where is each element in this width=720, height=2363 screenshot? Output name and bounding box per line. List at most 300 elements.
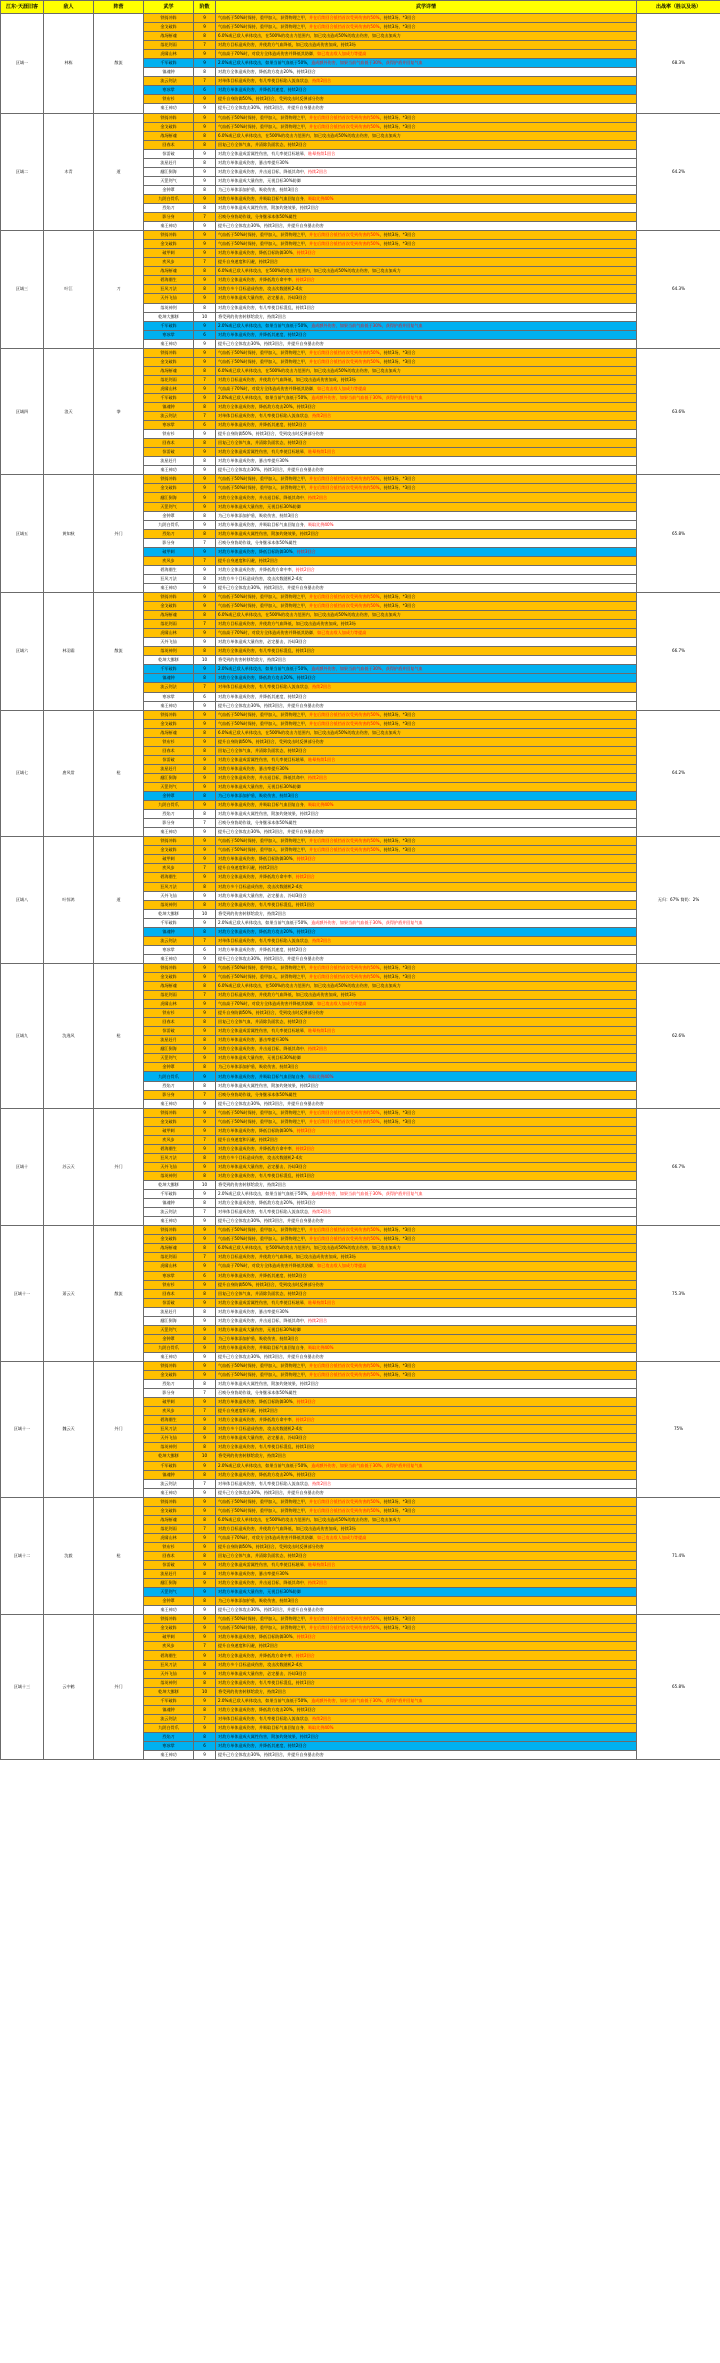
detail-text: 提升己方全体攻击30%，持续3回合，并提升自身暴击伤害: [218, 584, 324, 590]
skill-tier: 9: [194, 1633, 216, 1642]
skill-name: 九阴白骨爪: [144, 520, 194, 529]
detail-tail: ，持续1回合: [291, 901, 315, 907]
camp-cell: 道: [94, 113, 144, 231]
skill-detail: [216, 782, 637, 791]
detail-highlight: ，持续2回合: [291, 1652, 315, 1658]
skill-tier: 9: [194, 1045, 216, 1054]
skill-tier: 9: [194, 1009, 216, 1018]
skill-name: 铁骑冲阵: [144, 475, 194, 484]
skill-detail: [216, 1524, 637, 1533]
detail-text: 对敌方全体造成伤害，有几率使目标混乱: [218, 1173, 292, 1179]
skill-tier: 7: [194, 412, 216, 421]
detail-highlight: 并在后续回合抵挡首次受到伤害的50%: [308, 847, 380, 853]
win-rate-cell: 64.3%: [637, 231, 720, 349]
skill-tier: 9: [194, 339, 216, 348]
detail-text: 回复己方全体气血，并清除负面状态: [218, 747, 284, 753]
detail-highlight: 造成额外伤害，如果当前气血低于30%，获得护盾并回复气血: [311, 919, 423, 925]
skill-detail: [216, 1126, 637, 1135]
detail-text: 气血低于50%时保持，重甲加入，获得物理之甲，: [218, 1372, 309, 1378]
skill-name: 金钟罩: [144, 1334, 194, 1343]
detail-text: 对敌方多个目标造成伤害，攻击次数随机2-4次: [218, 286, 303, 292]
skill-name: 天外飞仙: [144, 638, 194, 647]
skill-name: 秦王神功: [144, 828, 194, 837]
detail-text: 2.0%或已敌人单体攻击，如果当前气血低于50%，: [218, 666, 312, 672]
detail-highlight: 造成额外伤害，如果当前气血低于30%，获得护盾并回复气血: [311, 1191, 423, 1197]
detail-highlight: 造成额外伤害，如果当前气血低于30%，获得护盾并回复气血: [311, 394, 423, 400]
skill-tier: 9: [194, 1027, 216, 1036]
detail-text: 对敌方单体造成火属性伤害，附加灼烧效果: [218, 811, 296, 817]
skill-name: 落花剑雨: [144, 1524, 194, 1533]
skill-detail: [216, 267, 637, 276]
detail-tail: ，持续2回合: [295, 1381, 319, 1387]
detail-highlight: ，持续2回合: [291, 277, 315, 283]
stage-cell: 区域五: [1, 475, 44, 593]
detail-tail: ，持续3场，*3回合: [379, 603, 416, 609]
detail-text: 提升己方全体攻击30%，持续3回合，并提升自身暴击伤害: [218, 1218, 324, 1224]
detail-highlight: ，持续2回合: [308, 684, 332, 690]
detail-text: 提升己方全体攻击30%，持续3回合，并提升自身暴击伤害: [218, 702, 324, 708]
detail-tail: ，冷却3回合: [283, 1435, 307, 1441]
detail-tail: ，持续3场，*3回合: [379, 114, 416, 120]
skill-name: 秦王神功: [144, 701, 194, 710]
detail-text: 2.0%或已敌人单体攻击，如果当前气血低于50%，: [218, 322, 312, 328]
detail-text: 气血低于50%时保持，重甲加入，获得物理之甲，: [218, 720, 309, 726]
skill-name: 天罡剑气: [144, 1054, 194, 1063]
skill-name: 寒冰掌: [144, 421, 194, 430]
skill-name: 虎啸山林: [144, 384, 194, 393]
detail-text: 将受到的伤害转移给敌方，持续2回合: [218, 1453, 287, 1459]
skill-tier: 7: [194, 819, 216, 828]
skill-tier: 9: [194, 963, 216, 972]
detail-text: 将受到的伤害转移给敌方，持续2回合: [218, 313, 287, 319]
skill-name: 烈焰刀: [144, 203, 194, 212]
skill-detail: [216, 249, 637, 258]
skill-detail: [216, 909, 637, 918]
detail-text: 气血低于50%时保持，重甲加入，获得物理之甲，: [218, 1507, 309, 1513]
detail-text: 提升己方全体攻击30%，持续3回合，并提升自身暴击伤害: [218, 340, 324, 346]
skill-name: 秦王神功: [144, 583, 194, 592]
detail-highlight: 并在后续回合抵挡首次受到伤害的50%: [308, 15, 380, 21]
skill-tier: 7: [194, 1208, 216, 1217]
detail-tail: ，持续3场: [336, 1525, 356, 1531]
skill-name: 秦王神功: [144, 466, 194, 475]
skill-detail: [216, 538, 637, 547]
skill-tier: 8: [194, 746, 216, 755]
enemy-cell: 萧云天: [44, 1226, 94, 1362]
detail-highlight: 并在后续回合抵挡首次受到伤害的50%: [308, 1236, 380, 1242]
enemy-cell: 魏云天: [44, 1361, 94, 1497]
skill-tier: 9: [194, 294, 216, 303]
detail-text: 对单体目标造成伤害，有几率使目标陷入流血状态: [218, 413, 309, 419]
skill-detail: [216, 1380, 637, 1389]
detail-text: 对敌方全体造成雷属性伤害，有几率使目标眩晕: [218, 1028, 304, 1034]
detail-highlight: ，持续3回合: [292, 856, 316, 862]
skill-name: 落花剑雨: [144, 620, 194, 629]
camp-cell: 枪: [94, 710, 144, 837]
skill-tier: 9: [194, 801, 216, 810]
skill-tier: 9: [194, 240, 216, 249]
detail-text: 气血低于50%时保持，重甲加入，获得物理之甲，: [218, 1236, 309, 1242]
skill-detail: [216, 1316, 637, 1325]
detail-text: 气血高于70%时，对敌方全体造成伤害并降低其防御: [218, 1263, 314, 1269]
detail-highlight: 并在后续回合抵挡首次受到伤害的50%: [308, 1616, 380, 1622]
detail-text: 对敌方全体造成伤害，有几率使目标混乱: [218, 1444, 292, 1450]
detail-tail: ，持续2回合: [283, 1272, 307, 1278]
skill-tier: 8: [194, 511, 216, 520]
detail-text: 对敌方单体造成伤害，并吸取目标气血回复自身: [218, 802, 304, 808]
skill-tier: 9: [194, 1162, 216, 1171]
skill-tier: 9: [194, 1606, 216, 1615]
skill-name: 落英神剑: [144, 303, 194, 312]
camp-cell: 枪: [94, 963, 144, 1108]
detail-tail: ，持续3场，*3回合: [379, 123, 416, 129]
skill-name: 流云剑法: [144, 683, 194, 692]
detail-highlight: ，持续3回合: [292, 1127, 316, 1133]
detail-highlight: 并在后续回合抵挡首次受到伤害的50%: [308, 232, 380, 238]
detail-text: 提升己方全体攻击30%，持续3回合，并提升自身暴击伤害: [218, 829, 324, 835]
detail-highlight: 并在后续回合抵挡首次受到伤害的50%: [308, 1498, 380, 1504]
skill-tier: 7: [194, 41, 216, 50]
detail-text: 气血低于50%时保持，重甲加入，获得物理之甲，: [218, 123, 309, 129]
skill-name: 虎啸山林: [144, 1262, 194, 1271]
detail-text: 对敌方单体造成伤害，并降低其速度: [218, 946, 284, 952]
skill-tier: 9: [194, 1542, 216, 1551]
detail-text: 对敌方全体造成伤害，并降低敌方命中率: [218, 1652, 292, 1658]
detail-text: 对敌方目标造成伤害，并使敌方气血降低，如已攻击造成伤害加成: [218, 992, 337, 998]
enemy-cell: 林栋: [44, 14, 94, 114]
skill-tier: 9: [194, 972, 216, 981]
skill-tier: 9: [194, 710, 216, 719]
detail-tail: ，持续3场，*3回合: [379, 1372, 416, 1378]
skill-detail: [216, 222, 637, 231]
detail-tail: ，持续2回合: [283, 440, 307, 446]
skill-name: 九阴白骨爪: [144, 194, 194, 203]
skill-name: 落英神剑: [144, 900, 194, 909]
skill-tier: 9: [194, 1226, 216, 1235]
detail-highlight: 并在后续回合抵挡首次受到伤害的50%: [308, 123, 380, 129]
detail-text: 提升自身防御50%，持续3回合，受到攻击时反弹部分伤害: [218, 1543, 324, 1549]
detail-text: 对敌方单体造成伤害，并吸取目标气血回复自身: [218, 521, 304, 527]
table-row: [1, 593, 720, 602]
detail-highlight: ，如已攻击敌人加成力等提高: [313, 1263, 367, 1269]
skill-name: 破甲刺: [144, 855, 194, 864]
skill-name: 寒冰掌: [144, 330, 194, 339]
skill-name: 战场断魂: [144, 1515, 194, 1524]
detail-text: 提升自身防御50%，持续3回合，受到攻击时反弹部分伤害: [218, 96, 324, 102]
detail-highlight: 并在后续回合抵挡首次受到伤害的50%: [308, 603, 380, 609]
skill-detail: [216, 1579, 637, 1588]
skill-detail: [216, 828, 637, 837]
detail-text: 对敌方多个目标造成伤害，攻击次数随机2-4次: [218, 1661, 303, 1667]
skill-detail: [216, 32, 637, 41]
stage-cell: 区域十一: [1, 1361, 44, 1497]
detail-text: 对单体目标造成伤害，有几率使目标陷入流血状态: [218, 1480, 309, 1486]
detail-tail: ，持续3场，*3回合: [379, 358, 416, 364]
skill-name: 流星赶月: [144, 1307, 194, 1316]
skill-tier: 8: [194, 303, 216, 312]
detail-text: 对敌方单体造成大量伤害，必定暴击: [218, 1435, 284, 1441]
skill-name: 疾风步: [144, 864, 194, 873]
detail-tail: ，持续3回合: [275, 186, 299, 192]
skill-name: 铁骑冲阵: [144, 1226, 194, 1235]
skill-name: 疾风步: [144, 556, 194, 565]
skill-tier: 8: [194, 611, 216, 620]
skill-detail: [216, 837, 637, 846]
detail-highlight: 并在后续回合抵挡首次受到伤害的50%: [308, 720, 380, 726]
skill-tier: 8: [194, 1425, 216, 1434]
skill-name: 流云剑法: [144, 1714, 194, 1723]
skill-detail: [216, 1352, 637, 1361]
detail-highlight: 并在后续回合抵挡首次受到伤害的50%: [308, 1372, 380, 1378]
detail-text: 气血低于50%时保持，重甲加入，获得物理之甲，: [218, 24, 309, 30]
skill-tier: 8: [194, 32, 216, 41]
detail-text: 对敌方单体造成大量伤害，无视目标30%防御: [218, 1326, 301, 1332]
skill-name: 秦王神功: [144, 1217, 194, 1226]
detail-text: 6.0%或已敌人单体攻击，在500%的攻击力范围内，如已攻击造成50%的攻击伤害: [218, 132, 368, 138]
skill-tier: 8: [194, 1199, 216, 1208]
detail-tail: ，如已攻击加成力: [367, 1245, 401, 1251]
detail-text: 对敌方全体造成伤害，并击退目标，降低其命中: [218, 1046, 304, 1052]
skill-tier: 9: [194, 1398, 216, 1407]
detail-tail: ，持续2回合: [283, 422, 307, 428]
detail-tail: ，持续3场，*3回合: [379, 1363, 416, 1368]
detail-tail: ，持续3场，*3回合: [379, 1236, 416, 1242]
skill-detail: [216, 1678, 637, 1687]
detail-text: 对敌方单体造成火属性伤害，附加灼烧效果: [218, 1381, 296, 1387]
detail-text: 对敌方单体造成伤害，并吸取目标气血回复自身: [218, 195, 304, 201]
detail-tail: ，持续3回合: [275, 793, 299, 799]
detail-text: 2.0%或已敌人单体攻击，如果当前气血低于50%，: [218, 1191, 312, 1197]
skill-name: 天外飞仙: [144, 294, 194, 303]
skill-tier: 9: [194, 1506, 216, 1515]
skill-detail: [216, 339, 637, 348]
header-enemy: 敌人: [44, 1, 94, 14]
detail-text: 2.0%或已敌人单体攻击，如果当前气血低于50%，: [218, 1462, 312, 1468]
detail-highlight: 造成额外伤害，如果当前气血低于30%，获得护盾并回复气血: [311, 322, 423, 328]
detail-tail: ，持续3场: [336, 992, 356, 998]
detail-text: 气血低于50%时保持，重甲加入，获得物理之甲，: [218, 349, 309, 355]
detail-tail: ，持续2回合: [295, 1082, 319, 1088]
detail-text: 对敌方单体造成伤害，降低目标防御30%: [218, 856, 293, 862]
skill-tier: 8: [194, 366, 216, 375]
skill-tier: 9: [194, 321, 216, 330]
detail-tail: ，持续3场: [336, 376, 356, 382]
skill-tier: 9: [194, 547, 216, 556]
skill-tier: 9: [194, 348, 216, 357]
detail-text: 召唤分身协助作战，分身继承本体50%属性: [218, 539, 297, 545]
win-rate-cell: 64.2%: [637, 710, 720, 837]
skill-name: 金钟罩: [144, 1063, 194, 1072]
detail-text: 回复己方全体气血，并清除负面状态: [218, 1019, 284, 1025]
camp-cell: 外门: [94, 1361, 144, 1497]
detail-tail: ，持续3场，*3回合: [379, 973, 416, 979]
skill-tier: 7: [194, 864, 216, 873]
header-skill: 武学: [144, 1, 194, 14]
skill-detail: [216, 611, 637, 620]
skill-name: 流星赶月: [144, 158, 194, 167]
skill-tier: 9: [194, 1669, 216, 1678]
skill-name: 烈焰刀: [144, 1380, 194, 1389]
detail-tail: ，持续1回合: [291, 1173, 315, 1179]
skill-detail: [216, 891, 637, 900]
detail-highlight: 并在后续回合抵挡首次受到伤害的50%: [308, 24, 380, 30]
win-rate-cell: 63.6%: [637, 348, 720, 475]
skill-name: 疾风步: [144, 258, 194, 267]
skill-name: 惊雷破: [144, 1027, 194, 1036]
detail-text: 对敌方全体造成伤害，有几率使目标混乱: [218, 1679, 292, 1685]
stage-cell: 区域四: [1, 348, 44, 475]
skill-tier: 7: [194, 620, 216, 629]
skill-tier: 9: [194, 1352, 216, 1361]
detail-text: 为己方单体添加护盾，吸收伤害: [218, 186, 276, 192]
skill-detail: [216, 1371, 637, 1380]
skill-detail: [216, 167, 637, 176]
skill-name: 惊雷破: [144, 149, 194, 158]
skill-detail: [216, 1325, 637, 1334]
skill-detail: [216, 1181, 637, 1190]
skill-detail: [216, 1280, 637, 1289]
skill-tier: 9: [194, 837, 216, 846]
detail-text: 对敌方单体造成伤害，暴击率提升30%: [218, 1571, 289, 1577]
skill-tier: 8: [194, 1705, 216, 1714]
stage-cell: 区域三: [1, 231, 44, 349]
skill-detail: [216, 1407, 637, 1416]
skill-detail: [216, 565, 637, 574]
skill-tier: 9: [194, 1497, 216, 1506]
skill-tier: 9: [194, 873, 216, 882]
skill-tier: 9: [194, 891, 216, 900]
stage-cell: 区域七: [1, 710, 44, 837]
detail-text: 对敌方单体造成大量伤害，必定暴击: [218, 892, 284, 898]
detail-text: 对敌方单体造成火属性伤害，附加灼烧效果: [218, 530, 296, 536]
skill-tier: 9: [194, 1235, 216, 1244]
detail-text: 提升己方全体攻击30%，持续3回合，并提升自身暴击伤害: [218, 955, 324, 961]
win-rate-cell: 无归：67% 简奶：2%: [637, 837, 720, 964]
skill-tier: 9: [194, 1072, 216, 1081]
skill-tier: 7: [194, 556, 216, 565]
detail-text: 对敌方全体造成伤害，并降低敌方命中率: [218, 277, 292, 283]
detail-text: 召唤分身协助作战，分身继承本体50%属性: [218, 820, 297, 826]
skill-name: 金戈破阵: [144, 1371, 194, 1380]
detail-tail: ，持续3场，*3回合: [379, 1616, 416, 1622]
skill-tier: 9: [194, 1579, 216, 1588]
detail-highlight: ，眩晕持续1回合: [303, 150, 336, 156]
skill-tier: 7: [194, 1642, 216, 1651]
detail-text: 提升自身速度和闪避，持续2回合: [218, 1643, 278, 1649]
skill-detail: [216, 1615, 637, 1624]
skill-detail: [216, 918, 637, 927]
skill-detail: [216, 348, 637, 357]
skill-detail: [216, 285, 637, 294]
detail-tail: ，持续3场: [336, 42, 356, 48]
skill-detail: [216, 927, 637, 936]
skill-detail: [216, 1597, 637, 1606]
win-rate-cell: 66.7%: [637, 593, 720, 711]
detail-text: 对敌方目标造成伤害，并使敌方气血降低，如已攻击造成伤害加成: [218, 1254, 337, 1260]
skill-name: 千军破阵: [144, 1461, 194, 1470]
win-rate-cell: 66.7%: [637, 1108, 720, 1226]
skill-tier: 9: [194, 222, 216, 231]
detail-highlight: ，如已攻击敌人加成力等提高: [313, 385, 367, 391]
detail-tail: ，持续3场，*3回合: [379, 1109, 416, 1115]
detail-highlight: ，吸取比例40%: [303, 195, 334, 201]
detail-highlight: ，持续2回合: [308, 78, 332, 84]
skill-tier: 9: [194, 448, 216, 457]
skill-tier: 9: [194, 231, 216, 240]
skill-tier: 8: [194, 439, 216, 448]
skill-detail: [216, 484, 637, 493]
detail-text: 提升己方全体攻击30%，持续3回合，并提升自身暴击伤害: [218, 1752, 324, 1758]
skill-detail: [216, 1732, 637, 1741]
detail-highlight: ，吸取比例40%: [303, 1344, 334, 1350]
skill-tier: 8: [194, 1063, 216, 1072]
skill-name: 铁骑冲阵: [144, 14, 194, 23]
detail-highlight: 并在后续回合抵挡首次受到伤害的50%: [308, 349, 380, 355]
skill-detail: [216, 1533, 637, 1542]
skill-name: 碧海潮生: [144, 1416, 194, 1425]
detail-highlight: ，持续2回合: [291, 1145, 315, 1151]
detail-text: 提升己方全体攻击30%，持续3回合，并提升自身暴击伤害: [218, 223, 324, 229]
skill-name: 疾风步: [144, 1135, 194, 1144]
skill-tier: 9: [194, 1054, 216, 1063]
skill-detail: [216, 792, 637, 801]
skill-name: 狂风刀法: [144, 574, 194, 583]
detail-text: 气血低于50%时保持，重甲加入，获得物理之甲，: [218, 603, 309, 609]
detail-text: 对敌方全体造成伤害，并击退目标，降低其命中: [218, 1317, 304, 1323]
camp-cell: 道: [94, 837, 144, 964]
skill-name: 惊雷破: [144, 448, 194, 457]
skill-detail: [216, 457, 637, 466]
skill-detail: [216, 1000, 637, 1009]
detail-text: 对单体目标造成伤害，有几率使目标陷入流血状态: [218, 1209, 309, 1215]
skill-tier: 9: [194, 1000, 216, 1009]
detail-tail: ，持续3回合: [275, 1335, 299, 1341]
skill-detail: [216, 1153, 637, 1162]
table-row: [1, 963, 720, 972]
skill-name: 翻江倒海: [144, 1579, 194, 1588]
skill-tier: 9: [194, 50, 216, 59]
skill-name: 天罡剑气: [144, 502, 194, 511]
detail-tail: ，持续3场，*3回合: [379, 349, 416, 355]
detail-text: 将受到的伤害转移给敌方，持续2回合: [218, 657, 287, 663]
skill-detail: [216, 104, 637, 113]
skill-name: 影分身: [144, 1090, 194, 1099]
skill-name: 千军破阵: [144, 918, 194, 927]
win-rate-cell: 75%: [637, 1361, 720, 1497]
skill-name: 秦王神功: [144, 1352, 194, 1361]
detail-text: 对敌方多个目标造成伤害，攻击次数随机2-4次: [218, 575, 303, 581]
enemy-cell: 唐风常: [44, 710, 94, 837]
skill-tier: 10: [194, 1181, 216, 1190]
skill-tier: 9: [194, 393, 216, 402]
detail-highlight: ，持续3回合: [292, 1399, 316, 1405]
skill-detail: [216, 430, 637, 439]
detail-highlight: ，如已攻击敌人加成力等提高: [313, 1534, 367, 1540]
detail-text: 对敌方单体造成伤害，并降低其速度: [218, 1272, 284, 1278]
skill-name: 寒冰掌: [144, 692, 194, 701]
detail-tail: ，持续1回合: [291, 304, 315, 310]
skill-tier: 6: [194, 945, 216, 954]
skill-name: 铁骑冲阵: [144, 837, 194, 846]
skill-name: 铁骑冲阵: [144, 963, 194, 972]
detail-highlight: ，持续2回合: [308, 937, 332, 943]
skill-name: 铁骑冲阵: [144, 231, 194, 240]
skill-name: 秦王神功: [144, 104, 194, 113]
skill-tier: 9: [194, 782, 216, 791]
skill-name: 铁布衫: [144, 1009, 194, 1018]
skill-detail: [216, 240, 637, 249]
skill-name: 天罡剑气: [144, 176, 194, 185]
